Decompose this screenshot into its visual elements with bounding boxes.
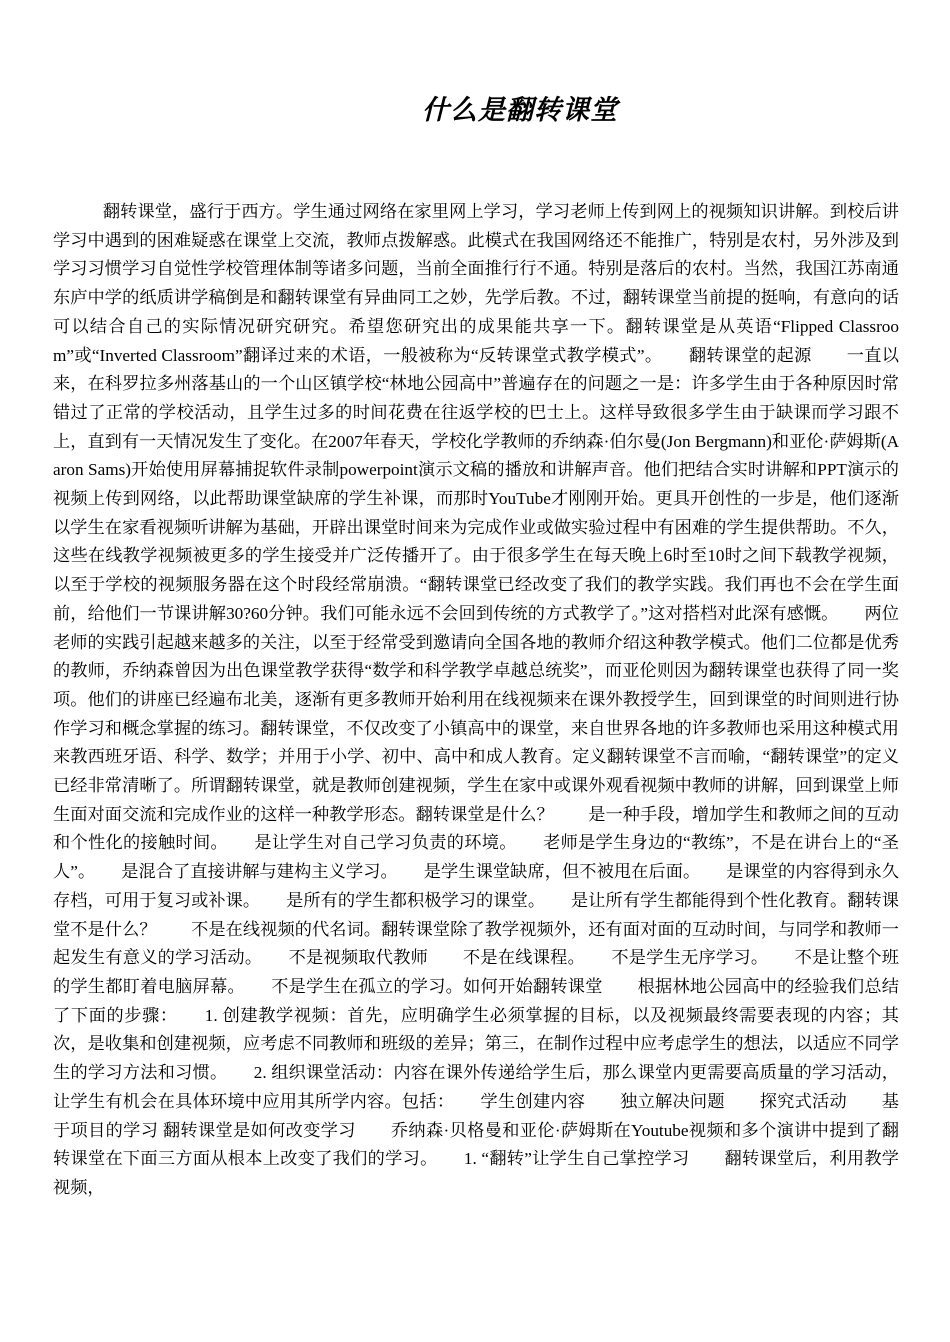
document-body: 翻转课堂，盛行于西方。学生通过网络在家里网上学习，学习老师上传到网上的视频知识讲解。到校后讲学习中遇到的困难疑惑在课堂上交流，教师点拨解惑。此模式在我国网络还不能推广，特别是农村，另外涉及到学习习惯学习自觉性学校管理体制等诸多问题，当前全面推行行不通。特别是落后的农村。当然，我国江苏南通东庐中学的纸质讲学稿倒是和翻转课堂有异曲同工之妙，先学后教。不过，翻转课堂当前提的挺响，有意向的话可以结合自己的实际情况研究研究。希望您研究出的成果能共享一下。翻转课堂是从英语“Flipped Classroom”或“Inverted Classroom”翻译过来的术语，一般被称为“反转课堂式教学模式”。 翻转课堂的起源 一直以来，在科罗拉多州落基山的一个山区镇学校“林地公园高中”普遍存在的问题之一是：许多学生由于各种原因时常错过了正常的学校活动，且学生过多的时间花费在往返学校的巴士上。这样导致很多学生由于缺课而学习跟不上，直到有一天情况发生了变化。在2007年春天，学校化学教师的乔纳森·伯尔曼(Jon Bergmann)和亚伦·萨姆斯(Aaron Sams)开始使用屏幕捕捉软件录制powerpoint演示文稿的播放和讲解声音。他们把结合实时讲解和PPT演示的视频上传到网络，以此帮助课堂缺席的学生补课，而那时YouTube才刚刚开始。更具开创性的一步是，他们逐渐以学生在家看视频听讲解为基础，开辟出课堂时间来为完成作业或做实验过程中有困难的学生提供帮助。不久，这些在线教学视频被更多的学生接受并广泛传播开了。由于很多学生在每天晚上6时至10时之间下载教学视频，以至于学校的视频服务器在这个时段经常崩溃。“翻转课堂已经改变了我们的教学实践。我们再也不会在学生面前，给他们一节课讲解30?60分钟。我们可能永远不会回到传统的方式教学了。”这对搭档对此深有感慨。 两位老师的实践引起越来越多的关注，以至于经常受到邀请向全国各地的教师介绍这种教学模式。他们二位都是优秀的教师，乔纳森曾因为出色课堂教学获得“数学和科学教学卓越总统奖”，而亚伦则因为翻转课堂也获得了同一奖项。他们的讲座已经遍布北美，逐渐有更多教师开始利用在线视频来在课外教授学生，回到课堂的时间则进行协作学习和概念掌握的练习。翻转课堂，不仅改变了小镇高中的课堂，来自世界各地的许多教师也采用这种模式用来教西班牙语、科学、数学；并用于小学、初中、高中和成人教育。定义翻转课堂不言而喻，“翻转课堂”的定义已经非常清晰了。所谓翻转课堂，就是教师创建视频，学生在家中或课外观看视频中教师的讲解，回到课堂上师生面对面交流和完成作业的这样一种教学形态。翻转课堂是什么？ 是一种手段，增加学生和教师之间的互动和个性化的接触时间。 是让学生对自己学习负责的环境。 老师是学生身边的“教练”，不是在讲台上的“圣人”。 是混合了直接讲解与建构主义学习。 是学生课堂缺席，但不被甩在后面。 是课堂的内容得到永久存档，可用于复习或补课。 是所有的学生都积极学习的课堂。 是让所有学生都能得到个性化教育。翻转课堂不是什么？ 不是在线视频的代名词。翻转课堂除了教学视频外，还有面对面的互动时间，与同学和教师一起发生有意义的学习活动。 不是视频取代教师 不是在线课程。 不是学生无序学习。 不是让整个班的学生都盯着电脑屏幕。 不是学生在孤立的学习。如何开始翻转课堂 根据林地公园高中的经验我们总结了下面的步骤： 1. 创建教学视频：首先，应明确学生必须掌握的目标，以及视频最终需要表现的内容；其次，是收集和创建视频，应考虑不同教师和班级的差异；第三，在制作过程中应考虑学生的想法，以适应不同学生的学习方法和习惯。 2. 组织课堂活动：内容在课外传递给学生后，那么课堂内更需要高质量的学习活动，让学生有机会在具体环境中应用其所学内容。包括： 学生创建内容 独立解决问题 探究式活动 基于项目的学习 翻转课堂是如何改变学习 乔纳森·贝格曼和亚伦·萨姆斯在Youtube视频和多个演讲中提到了翻转课堂在下面三方面从根本上改变了我们的学习。 1. “翻转”让学生自己掌控学习 翻转课堂后，利用教学视频， <box>53 202 899 1197</box>
document-title: 什么是翻转课堂 <box>422 95 618 125</box>
